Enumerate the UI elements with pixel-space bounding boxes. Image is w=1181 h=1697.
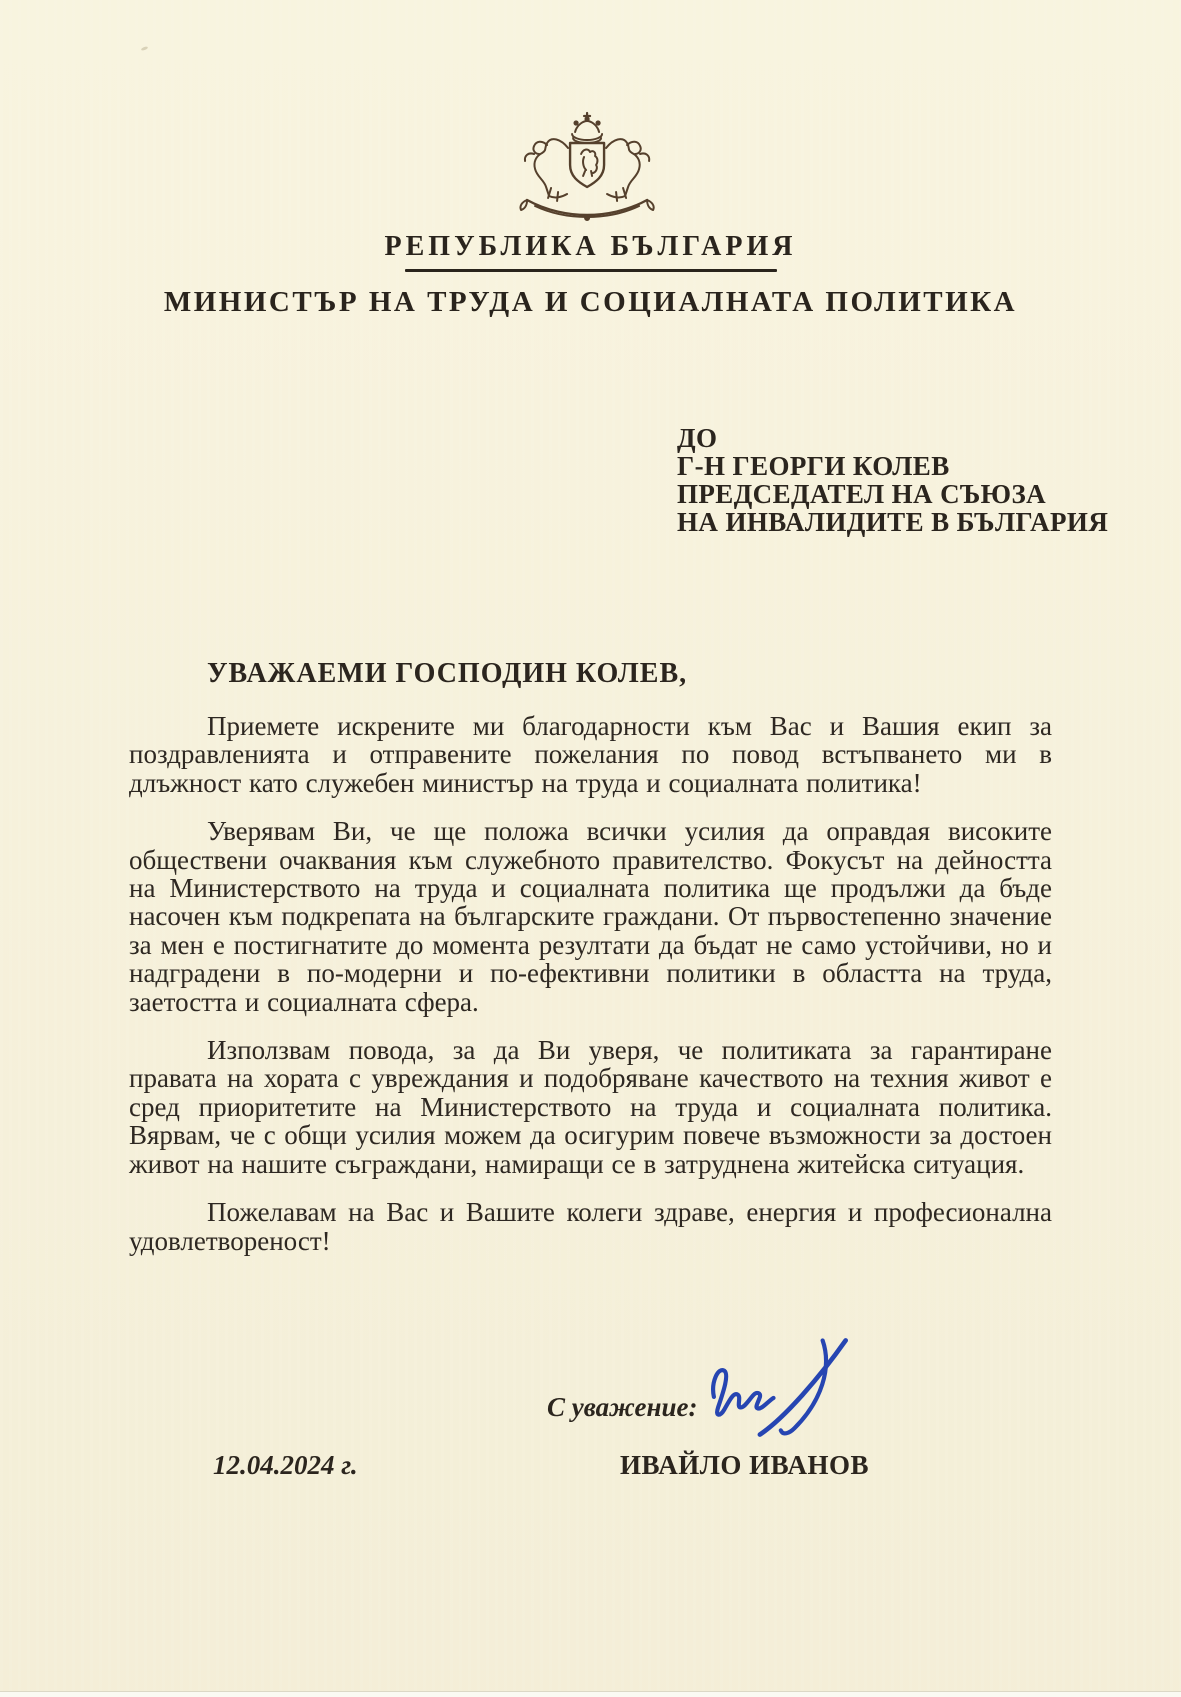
paragraph-1: Приемете искрените ми благодарности към Вас и Вашия екип за поздравленията и отправените пожелания по повод встъпването ми в длъжност като служебен министър на труда и социалната политика!	[129, 711, 1052, 798]
republic-title: РЕПУБЛИКА БЪЛГАРИЯ	[384, 231, 797, 262]
paragraph-3: Използвам повода, за да Ви уверя, че политиката за гарантиране правата на хората с увреждания и подобряване качеството на техния живот е сред приоритетите на Министерството на труда и социалната политика. Вярвам, че с общи усилия можем да осигурим повече възможности за достоен живот на нашите съграждани, намиращи се в затруднена житейска ситуация.	[129, 1035, 1052, 1179]
header-rule	[405, 269, 777, 272]
addressee-line: ДО	[677, 423, 718, 453]
handwritten-signature-icon	[700, 1330, 870, 1445]
addressee-block	[677, 424, 1108, 536]
addressee-line: ПРЕДСЕДАТЕЛ НА СЪЮЗА	[677, 479, 1047, 509]
scan-speck	[141, 46, 149, 51]
scan-edge	[0, 1691, 1181, 1697]
letter-body	[129, 712, 1052, 1275]
minister-title: МИНИСТЪР НА ТРУДА И СОЦИАЛНАТА ПОЛИТИКА	[163, 286, 1018, 318]
letter-date: 12.04.2024 г.	[213, 1450, 358, 1480]
signatory-name: ИВАЙЛО ИВАНОВ	[620, 1450, 869, 1480]
salutation: УВАЖАЕМИ ГОСПОДИН КОЛЕВ,	[207, 658, 688, 689]
bulgarian-coat-of-arms-icon	[489, 110, 685, 222]
addressee-line: НА ИНВАЛИДИТЕ В БЪЛГАРИЯ	[677, 507, 1109, 537]
paragraph-4: Пожелавам на Вас и Вашите колеги здраве, енергия и професионална удовлетвореност!	[129, 1197, 1052, 1256]
paragraph-2: Уверявам Ви, че ще положа всички усилия да оправдая високите обществени очаквания към служебното правителство. Фокусът на дейността на Министерството на труда и социалната политика ще продължи да бъде насочен към подкрепата на българските граждани. От първостепенно значение за мен е постигнатите до момента резултати да бъдат не само устойчиви, но и надградени в по-модерни и по-ефективни политики в областта на труда, заетостта и социалната сфера.	[129, 816, 1052, 1017]
closing-label: С уважение:	[547, 1392, 698, 1422]
addressee-line: Г-Н ГЕОРГИ КОЛЕВ	[677, 451, 950, 481]
